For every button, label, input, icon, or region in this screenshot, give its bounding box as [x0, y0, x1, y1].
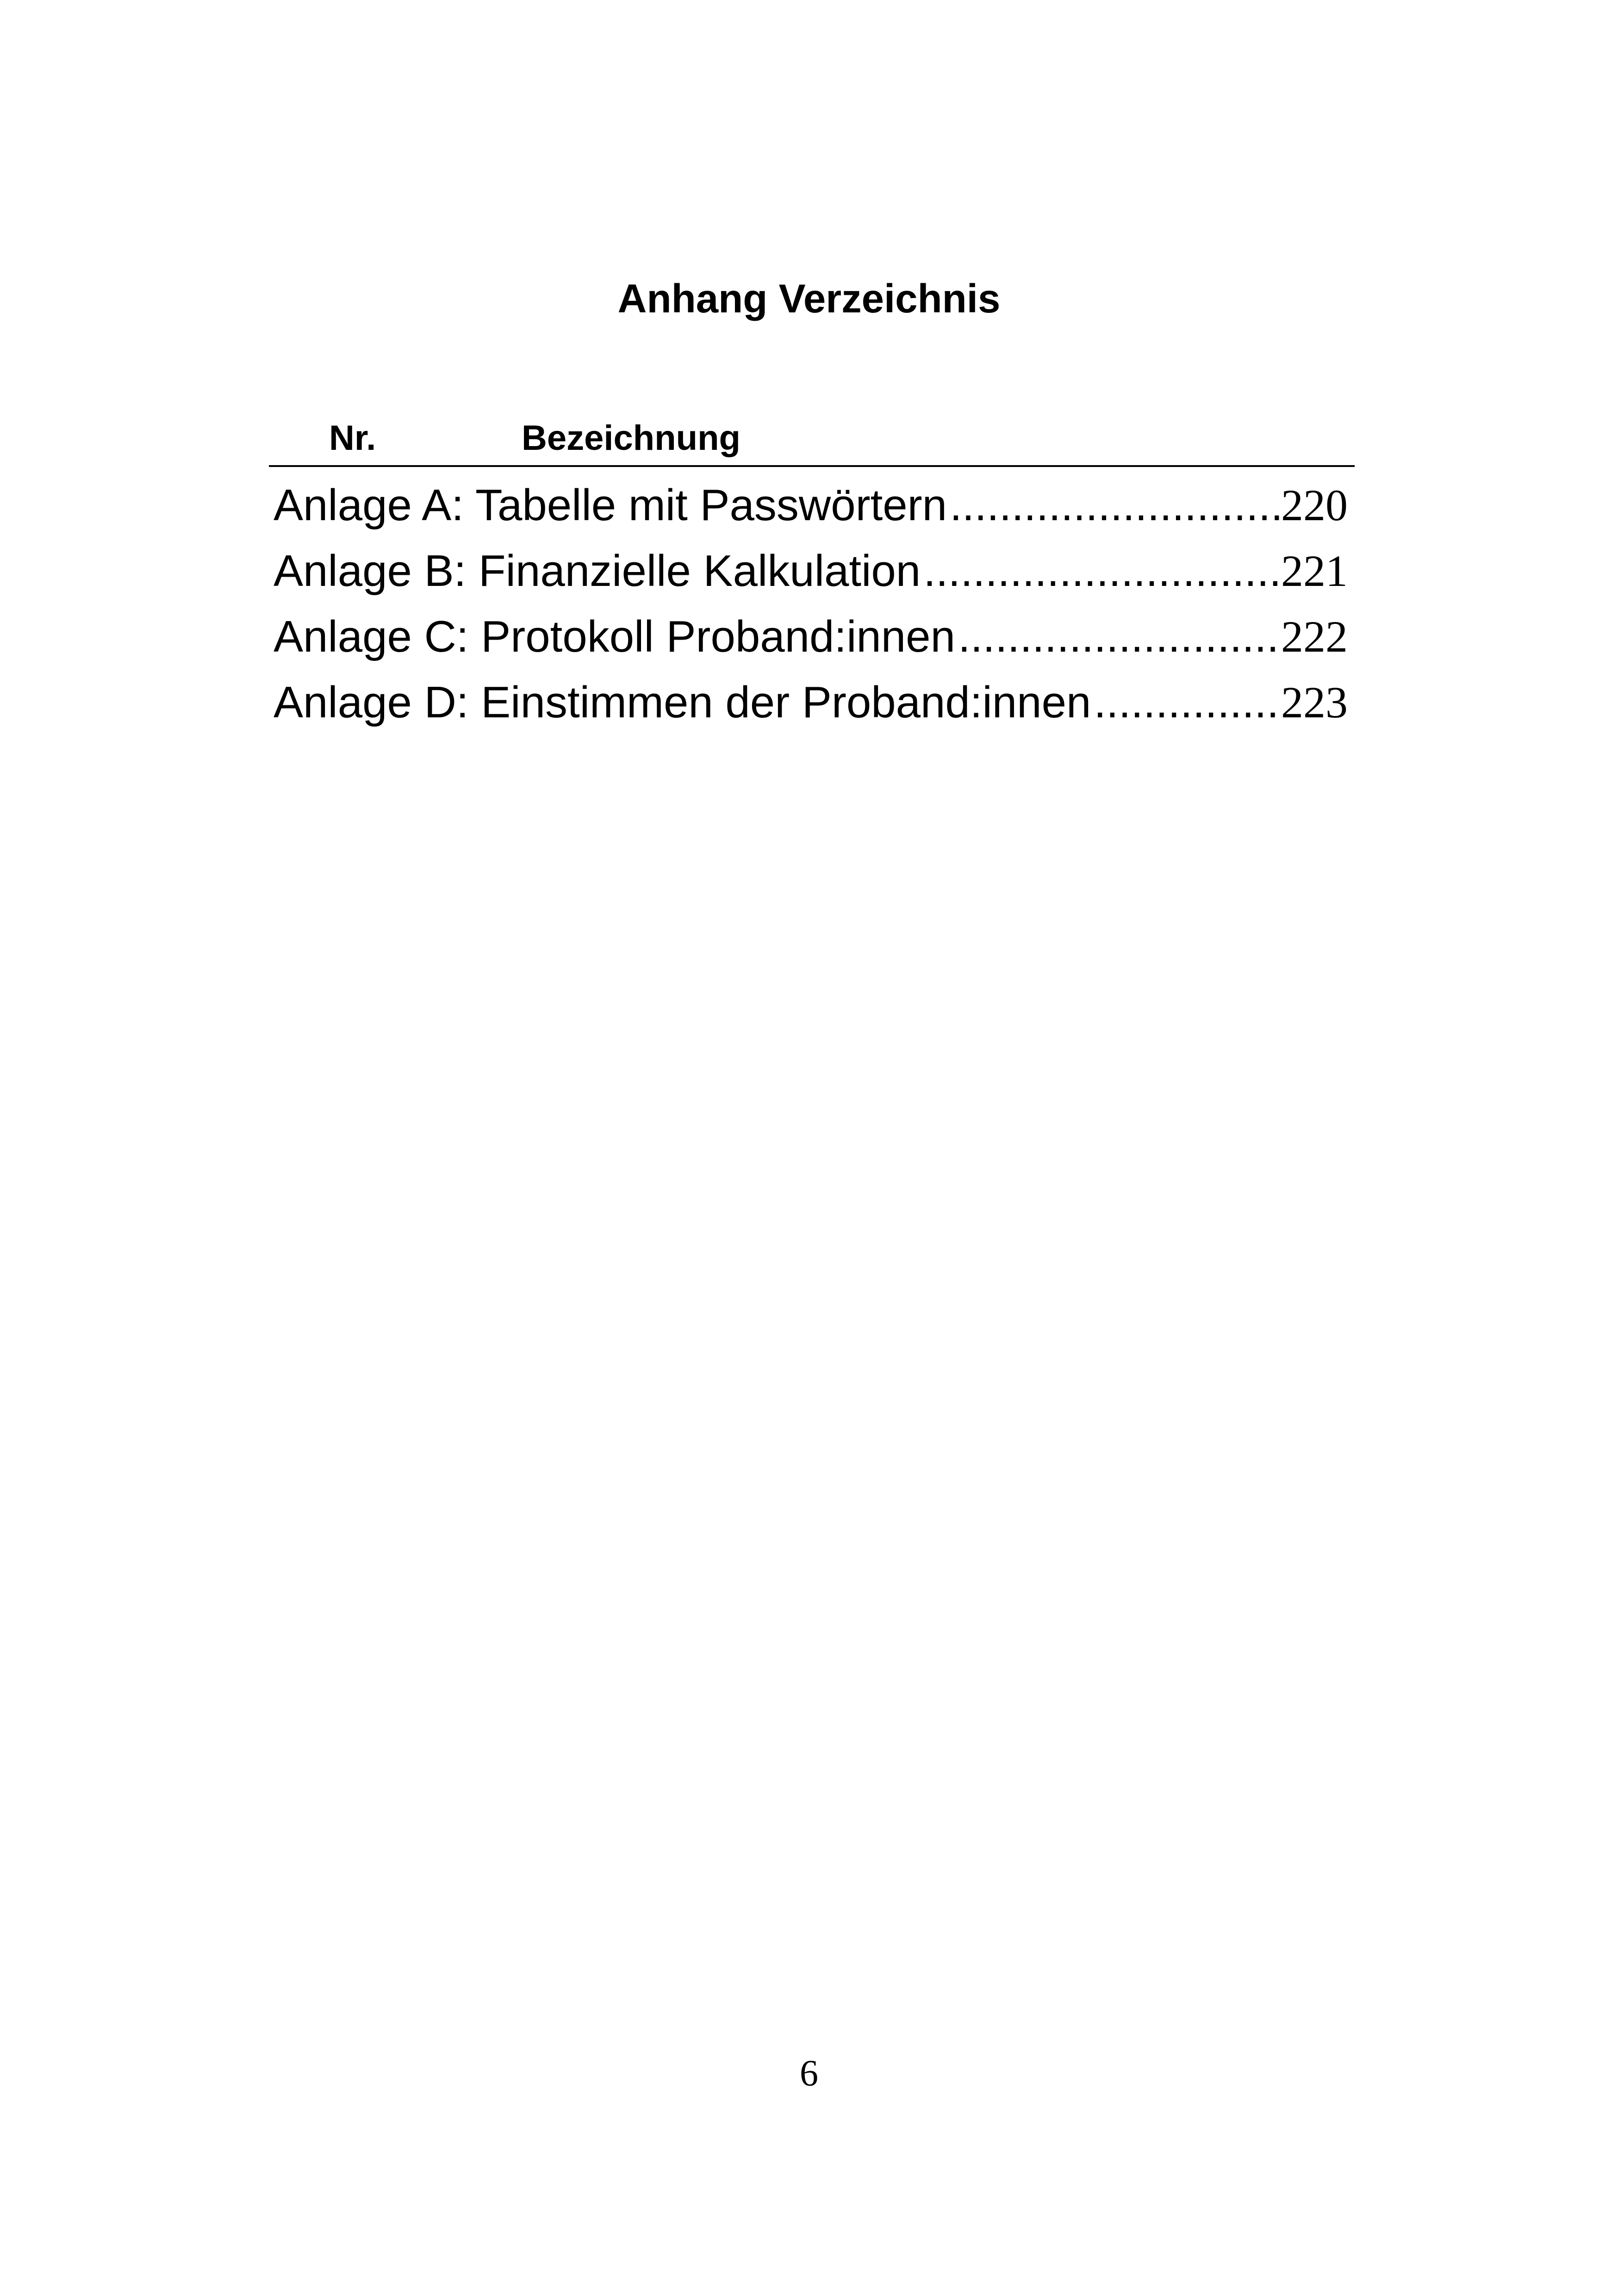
page-number: 6	[800, 2053, 818, 2094]
entry-page-number: 221	[1281, 546, 1348, 596]
dot-leader	[923, 538, 1279, 604]
table-header	[269, 417, 1355, 467]
dot-leader	[950, 473, 1279, 538]
page-title: Anhang Verzeichnis	[617, 276, 1001, 321]
column-header-nr: Nr.	[329, 418, 376, 458]
column-header-bezeichnung: Bezeichnung	[522, 418, 741, 458]
dot-leader	[1094, 670, 1279, 735]
entry-label: Anlage D: Einstimmen der Proband:innen	[274, 678, 1091, 727]
appendix-table	[269, 417, 1355, 735]
appendix-list	[269, 473, 1355, 735]
dot-leader	[958, 604, 1279, 670]
entry-page-number: 220	[1281, 480, 1348, 530]
entry-page-number: 223	[1281, 678, 1348, 727]
entry-page-number: 222	[1281, 612, 1348, 661]
appendix-entry-c[interactable]	[269, 604, 1355, 670]
appendix-entry-b[interactable]	[269, 538, 1355, 604]
appendix-entry-a[interactable]	[269, 473, 1355, 538]
appendix-entry-d[interactable]	[269, 670, 1355, 735]
entry-label: Anlage A: Tabelle mit Passwörtern	[274, 480, 947, 530]
entry-label: Anlage B: Finanzielle Kalkulation	[274, 546, 921, 596]
entry-label: Anlage C: Protokoll Proband:innen	[274, 612, 955, 661]
